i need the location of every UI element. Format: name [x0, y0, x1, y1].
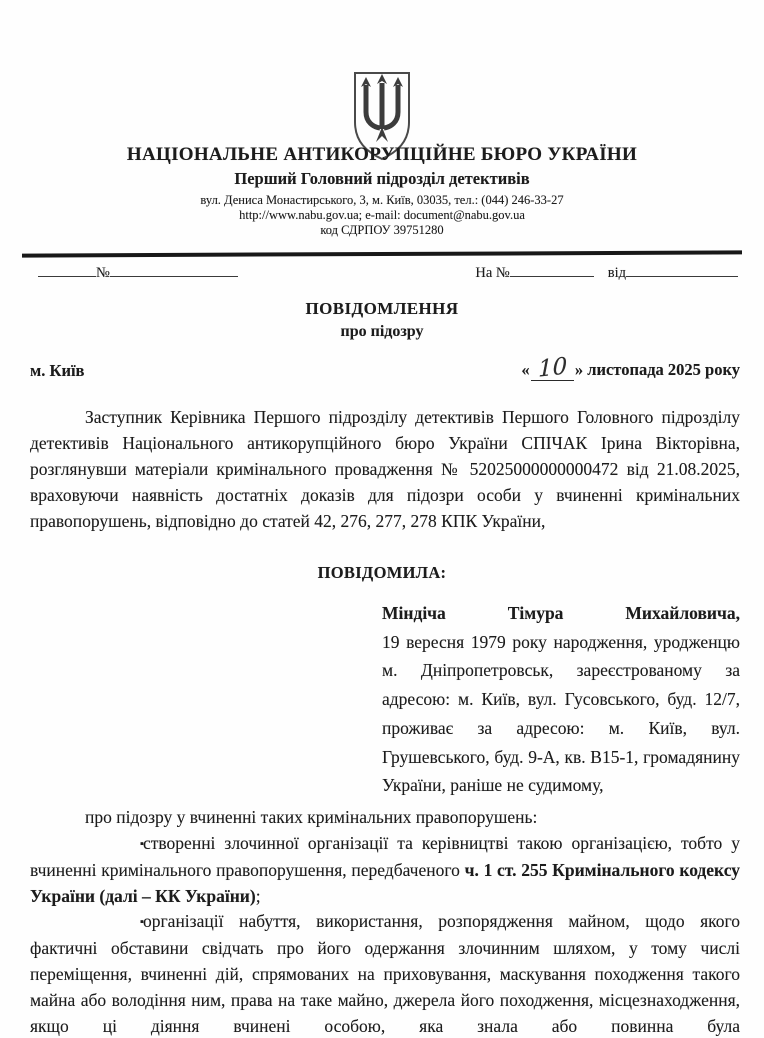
incoming-number-field — [475, 261, 738, 282]
reference-line — [38, 261, 738, 282]
number-sign-label: № — [96, 265, 110, 281]
vid-blank-line — [626, 261, 738, 277]
charge-item-2 — [30, 908, 740, 1038]
charge-item-1 — [30, 830, 740, 909]
open-quote: « — [521, 360, 530, 379]
charge-1-text: створенні злочинної організації та керівництві такою організацією, тобто у вчиненні кримінального правопорушення, передбаченого — [30, 833, 740, 880]
bullet-square-icon: ▪ — [140, 916, 144, 928]
intro-paragraph: Заступник Керівника Першого підрозділу детективів Першого Головного підрозділу детективів Національного антикорупційного бюро України СПІЧАК Ірина Вікторівна, розглянувши матеріали кримінального провадження № 52025000000000472 від 21.08.2025, враховуючи наявність достатніх доказів для підозри особи у вчиненні кримінальних правопорушень, відповідно до статей 42, 276, 277, 278 КПК України, — [30, 407, 740, 531]
charge-1-article-bold: ч. 1 ст. 255 Кримінального кодексу України (далі – КК України) — [30, 860, 740, 906]
bullet-square-icon: ▪ — [140, 838, 144, 850]
date-rest: листопада 2025 року — [587, 360, 740, 379]
org-address: вул. Дениса Монастирського, 3, м. Київ, 03035, тел.: (044) 246-33-27 — [200, 193, 564, 207]
date-blank-line — [38, 261, 96, 277]
org-edrpou-code: код СДРПОУ 39751280 — [320, 223, 444, 237]
date-group — [521, 353, 740, 383]
org-web-email: http://www.nabu.gov.ua; e-mail: document@nabu.gov.ua — [239, 208, 525, 222]
announce-heading: ПОВІДОМИЛА: — [317, 563, 447, 582]
document-subtitle: про підозру — [340, 323, 424, 340]
suspect-details: 19 вересня 1979 року народження, уродженцю м. Дніпропетровськ, зареєстрованому за адресою: м. Київ, вул. Гусовського, буд. 12/7, проживає за адресою: м. Київ, вул. Грушевського, буд. 9-А, кв. В15-1, громадянину України, раніше не судимому, — [382, 631, 740, 796]
charge-1-tail: ; — [255, 886, 261, 906]
handwritten-day-underline — [531, 353, 574, 383]
na-no-blank-line — [510, 261, 594, 277]
outgoing-number-field — [38, 261, 238, 282]
place-date-row — [30, 353, 740, 383]
header-divider-rule — [22, 250, 742, 257]
number-blank-line — [110, 261, 238, 277]
charges-intro: про підозру у вчиненні таких кримінальних правопорушень: — [85, 807, 538, 827]
suspect-name: Міндіча Тімура Михайловича, — [382, 603, 740, 623]
close-quote: » — [574, 360, 584, 379]
handwritten-day: 10 — [537, 353, 567, 383]
vid-label: від — [607, 265, 626, 281]
na-no-label: На № — [475, 265, 510, 281]
city-label: м. Київ — [30, 361, 85, 380]
org-name: НАЦІОНАЛЬНЕ АНТИКОРУПЦІЙНЕ БЮРО УКРАЇНИ — [126, 144, 638, 165]
document-title: ПОВІДОМЛЕННЯ — [305, 299, 459, 318]
suspect-block — [382, 599, 740, 800]
charge-2-text: організації набуття, використання, розпорядження майном, щодо якого фактичні обставини свідчать про його одержання злочинним шляхом, у тому числі переміщення, вчиненні дій, спрямованих на приховування, маскування походження такого майна або володіння ним, права на таке майно, джерела його походження, місцезнаходження, якщо ці діяння вчинені особою, яка знала або повинна була — [30, 911, 740, 1036]
org-division: Перший Головний підрозділ детективів — [234, 169, 530, 188]
